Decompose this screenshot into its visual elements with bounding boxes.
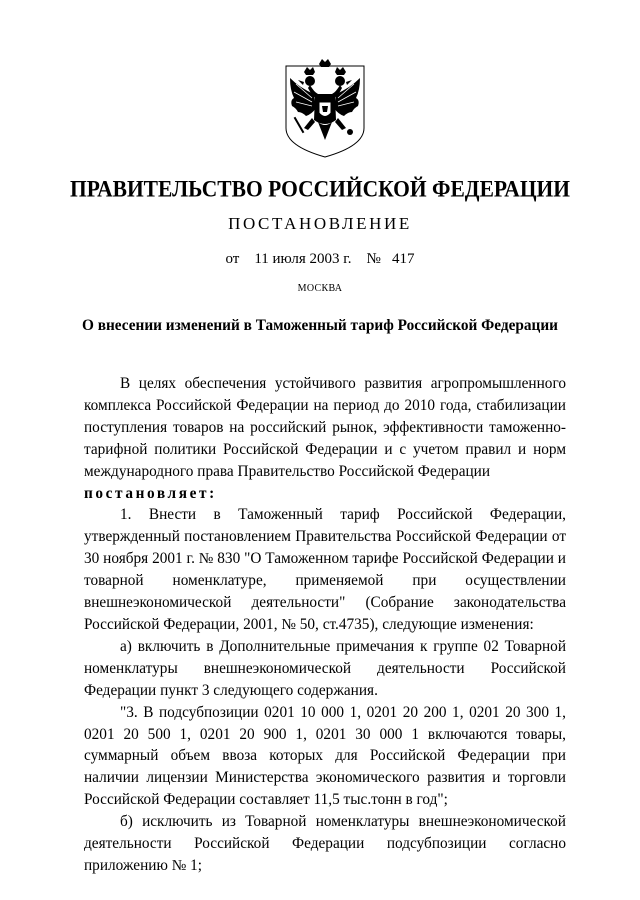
city: МОСКВА xyxy=(297,283,343,294)
document-body xyxy=(84,373,566,877)
item-1-paragraph: 1. Внести в Таможенный тариф Российской Федерации, утвержденный постановлением Правительства Российской Федерации от 30 ноября 2001 г. № 830 "О Таможенном тарифе Российской Федерации и товарной номенклатуре, применяемой при осуществлении внешнеэкономической деятельности" (Собрание законодательства Российской Федерации, 2001, № 50, ст.4735), следующие изменения: xyxy=(84,506,566,633)
document-type: ПОСТАНОВЛЕНИЕ xyxy=(228,214,412,233)
date-prefix: от xyxy=(225,251,240,267)
document-date: 11 июля 2003 г. xyxy=(254,251,352,267)
decree-word-paragraph xyxy=(84,483,566,505)
quoted-note-paragraph: "3. В подсубпозиции 0201 10 000 1, 0201 20 200 1, 0201 20 300 1, 0201 20 500 1, 0201 20 900 1, 0201 30 000 1 включаются товары, суммарный объем ввоза которых для Российской Федерации при наличии лицензии Министерства экономического развития и торговли Российской Федерации составляет 11,5 тыс.тонн в год"; xyxy=(84,703,566,809)
document-number: 417 xyxy=(392,251,415,267)
item-a-paragraph: а) включить в Дополнительные примечания к группе 02 Товарной номенклатуры внешнеэкономической деятельности Российской Федерации пункт 3 следующего содержания. xyxy=(84,637,566,699)
number-label: № xyxy=(366,251,381,267)
preamble-paragraph: В целях обеспечения устойчивого развития агропромышленного комплекса Российской Федерации на период до 2010 года, стабилизации поступления товаров на российский рынок, эффективности таможенно-тарифной политики Российской Федерации и с учетом правил и норм международного права Правительство Российской Федерации xyxy=(84,375,566,480)
document-subject: О внесении изменений в Таможенный тариф Российской Федерации xyxy=(82,317,558,334)
double-headed-eagle-icon xyxy=(284,58,366,158)
item-b-paragraph: б) исключить из Товарной номенклатуры внешнеэкономической деятельности Российской Федерации подсубпозиции согласно приложению № 1; xyxy=(84,813,566,874)
government-title: ПРАВИТЕЛЬСТВО РОССИЙСКОЙ ФЕДЕРАЦИИ xyxy=(69,176,570,202)
decree-word: постановляет: xyxy=(84,484,217,502)
document-date-line xyxy=(0,251,640,268)
